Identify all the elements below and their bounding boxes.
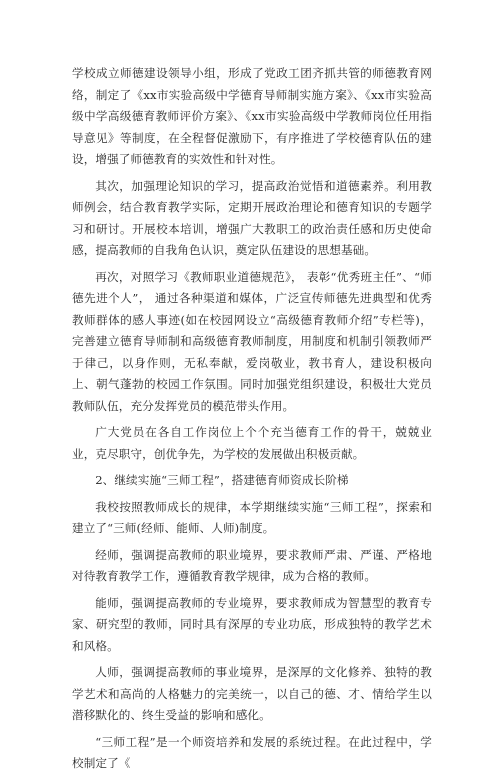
section-heading-three-teacher-project: 2、继续实施“三师工程”，搭建德育师资成长阶梯 [95,473,349,487]
document-body [72,63,432,775]
paragraph-nengshi: 能师，强调提高教师的专业境界，要求教师成为智慧型的教育专家、研究型的教师，同时具有深厚的专业功底，形成独特的教学艺术和风格。 [72,595,432,653]
paragraph-leadership-group: 学校成立师德建设领导小组，形成了党政工团齐抓共管的师德教育网络，制定了《xx市实验高级中学德育导师制实施方案》、《xx市实验高级中学高级德育教师评价方案》、《xx市实验高级中学教师岗位任用指导意见》等制度，在全程督促激励下，有序推进了学校德育队伍的建设，增强了师德教育的实效性和针对性。 [72,66,432,166]
paragraph-jingshi: 经师，强调提高教师的职业境界，要求教师严肃、严谨、严格地对待教育教学工作，遵循教育教学规律，成为合格的教师。 [72,547,432,583]
paragraph-ethics-standards: 再次，对照学习《教师职业道德规范》， 表彰“优秀班主任”、“师德先进个人”， 通过各种渠道和媒体，广泛宣传师德先进典型和优秀教师群体的感人事迹(如在校园网设立“高级德育教师介绍”专栏等)，完善建立德育导师制和高级德育教师制度，用制度和机制引领教师严于律己，以身作则，无私奉献，爱岗敬业，教书育人，建设积极向上、朝气蓬勃的校园工作氛围。同时加强党组织建设，积极壮大党员教师队伍，充分发挥党员的模范带头作用。 [72,269,432,413]
paragraph-theory-study: 其次，加强理论知识的学习，提高政治觉悟和道德素养。利用教师例会，结合教育教学实际，定期开展政治理论和德育知识的专题学习和研讨。开展校本培训，增强广大教职工的政治责任感和历史使命感，提高教师的自我角色认识，奠定队伍建设的思想基础。 [72,178,432,257]
paragraph-three-teacher-system: 我校按照教师成长的规律，本学期继续实施“三师工程”，探索和建立了“三师(经师、能师、人师)制度。 [72,499,432,535]
paragraph-party-members: 广大党员在各自工作岗位上个个充当德育工作的骨干，兢兢业业，克尽职守，创优争先，为学校的发展做出积极贡献。 [72,425,432,461]
paragraph-project-process: “三师工程”是一个师资培养和发展的系统过程。在此过程中，学校制定了《 [72,734,432,770]
paragraph-renshi: 人师，强调提高教师的事业境界，是深厚的文化修养、独特的教学艺术和高尚的人格魅力的完美统一，以自己的德、才、情给学生以潜移默化的、终生受益的影响和感化。 [72,665,432,722]
